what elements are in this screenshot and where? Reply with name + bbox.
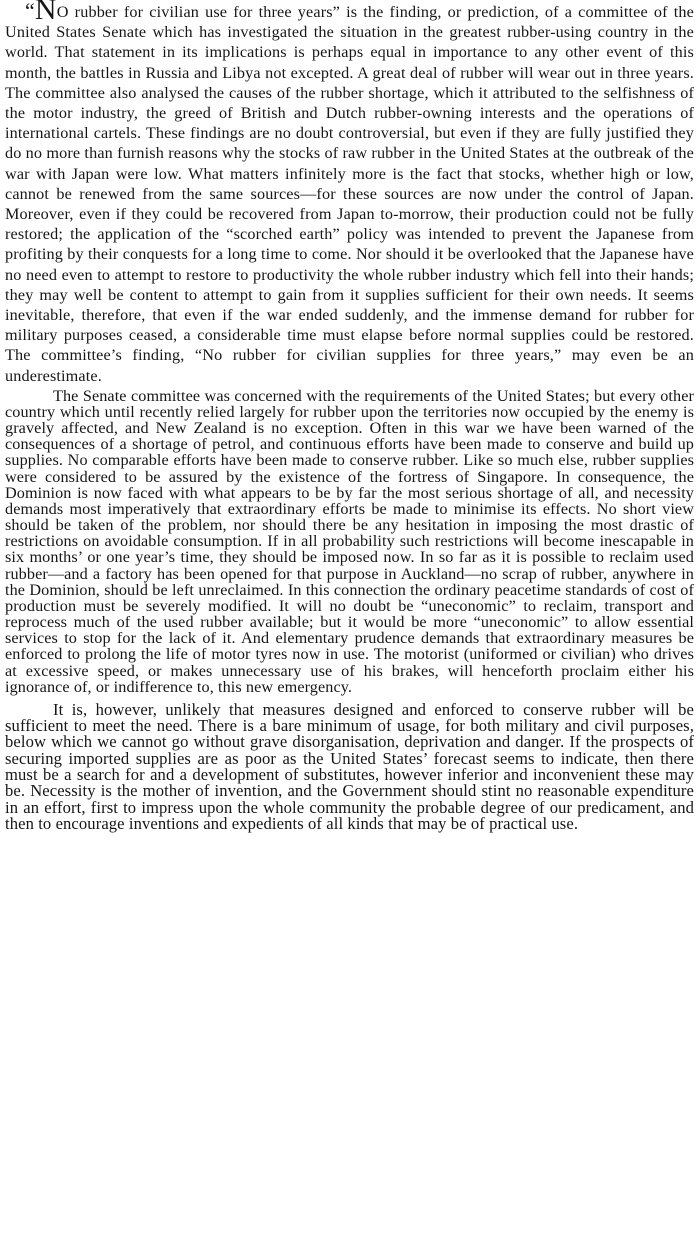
opening-quote-mark: “ bbox=[25, 0, 35, 23]
paragraph-2 bbox=[5, 388, 694, 695]
initial-letter: N bbox=[34, 0, 57, 26]
paragraph-3-text: It is, however, unlikely that measures designed and enforced to conserve rubber will be sufficient to meet the need. There is a bare minimum of usage, for both military and civil purposes, below which we cannot go without grave disorganisation, deprivation and danger. If the prospects of securing imported supplies are as poor as the United States’ forecast seems to indicate, then there must be a search for and a development of substitutes, however inferior and inconvenient these may be. Necessity is the mother of invention, and the Government should stint no reasonable expenditure in an effort, first to impress upon the whole community the probable degree of our predicament, and then to encourage inventions and expedients of all kinds that may be of practical use. bbox=[5, 699, 694, 833]
paragraph-3 bbox=[5, 699, 694, 833]
paragraph-2-text: The Senate committee was concerned with the requirements of the United States; but every other country which until recently relied largely for rubber upon the territories now occupied by the enemy is gravely affected, and New Zealand is no exception. Often in this war we have been warned of the consequences of a shortage of petrol, and continuous efforts have been made to conserve and build up supplies. No comparable efforts have been made to conserve rubber. Like so much else, rubber supplies were considered to be assured by the existence of the fortress of Singapore. In consequence, the Dominion is now faced with what appears to be by far the most serious shortage of all, and necessity demands most imperatively that extraordinary efforts be made to minimise its effects. No short view should be taken of the problem, nor should there be any hesitation in imposing the most drastic of restrictions on avoidable consumption. If in all probability such restrictions will become inescapable in six months’ or one year’s time, they should be imposed now. In so far as it is possible to reclaim used rubber—and a factory has been opened for that purpose in Auckland—no scrap of rubber, anywhere in the Dominion, should be left unreclaimed. In this connection the ordinary peacetime standards of cost of production must be severely modified. It will no doubt be “uneconomic” to reclaim, transport and reprocess much of the used rubber available; but it would be more “uneconomic” to allow essential services to stop for the lack of it. And elementary prudence demands that extraordinary measures be enforced to prolong the life of motor tyres now in use. The motorist (uniformed or civilian) who drives at excessive speed, or makes unnecessary use of his brakes, will henceforth proclaim either his ignorance of, or indifference to, this new emergency. bbox=[5, 386, 694, 696]
paragraph-1 bbox=[5, 2, 694, 386]
paragraph-1-text: O rubber for civilian use for three years” is the finding, or prediction, of a committee of the United States Senate which has investigated the situation in the greatest rubber-using country in the world. That statement in its implications is perhaps equal in importance to any other event of this month, the battles in Russia and Libya not excepted. A great deal of rubber will wear out in three years. The committee also analysed the causes of the rubber shortage, which it attributed to the selfishness of the motor industry, the greed of British and Dutch rubber-owning interests and the operations of international cartels. These findings are no doubt controversial, but even if they are fully justified they do no more than furnish reasons why the stocks of raw rubber in the United States at the outbreak of the war with Japan were low. What matters infinitely more is the fact that stocks, whether high or low, cannot be renewed from the same sources—for these sources are now under the control of Japan. Moreover, even if they could be recovered from Japan to-morrow, their production could not be fully restored; the application of the “scorched earth” policy was intended to prevent the Japanese from profiting by their conquests for a long time to come. Nor should it be overlooked that the Japanese have no need even to attempt to restore to productivity the whole rubber industry which fell into their hands; they may well be content to attempt to gain from it supplies sufficient for their own needs. It seems inevitable, therefore, that even if the war ended suddenly, and the immense demand for rubber for military purposes ceased, a considerable time must elapse before normal supplies could be restored. The committee’s finding, “No rubber for civilian supplies for three years,” may even be an underestimate. bbox=[5, 3, 695, 385]
